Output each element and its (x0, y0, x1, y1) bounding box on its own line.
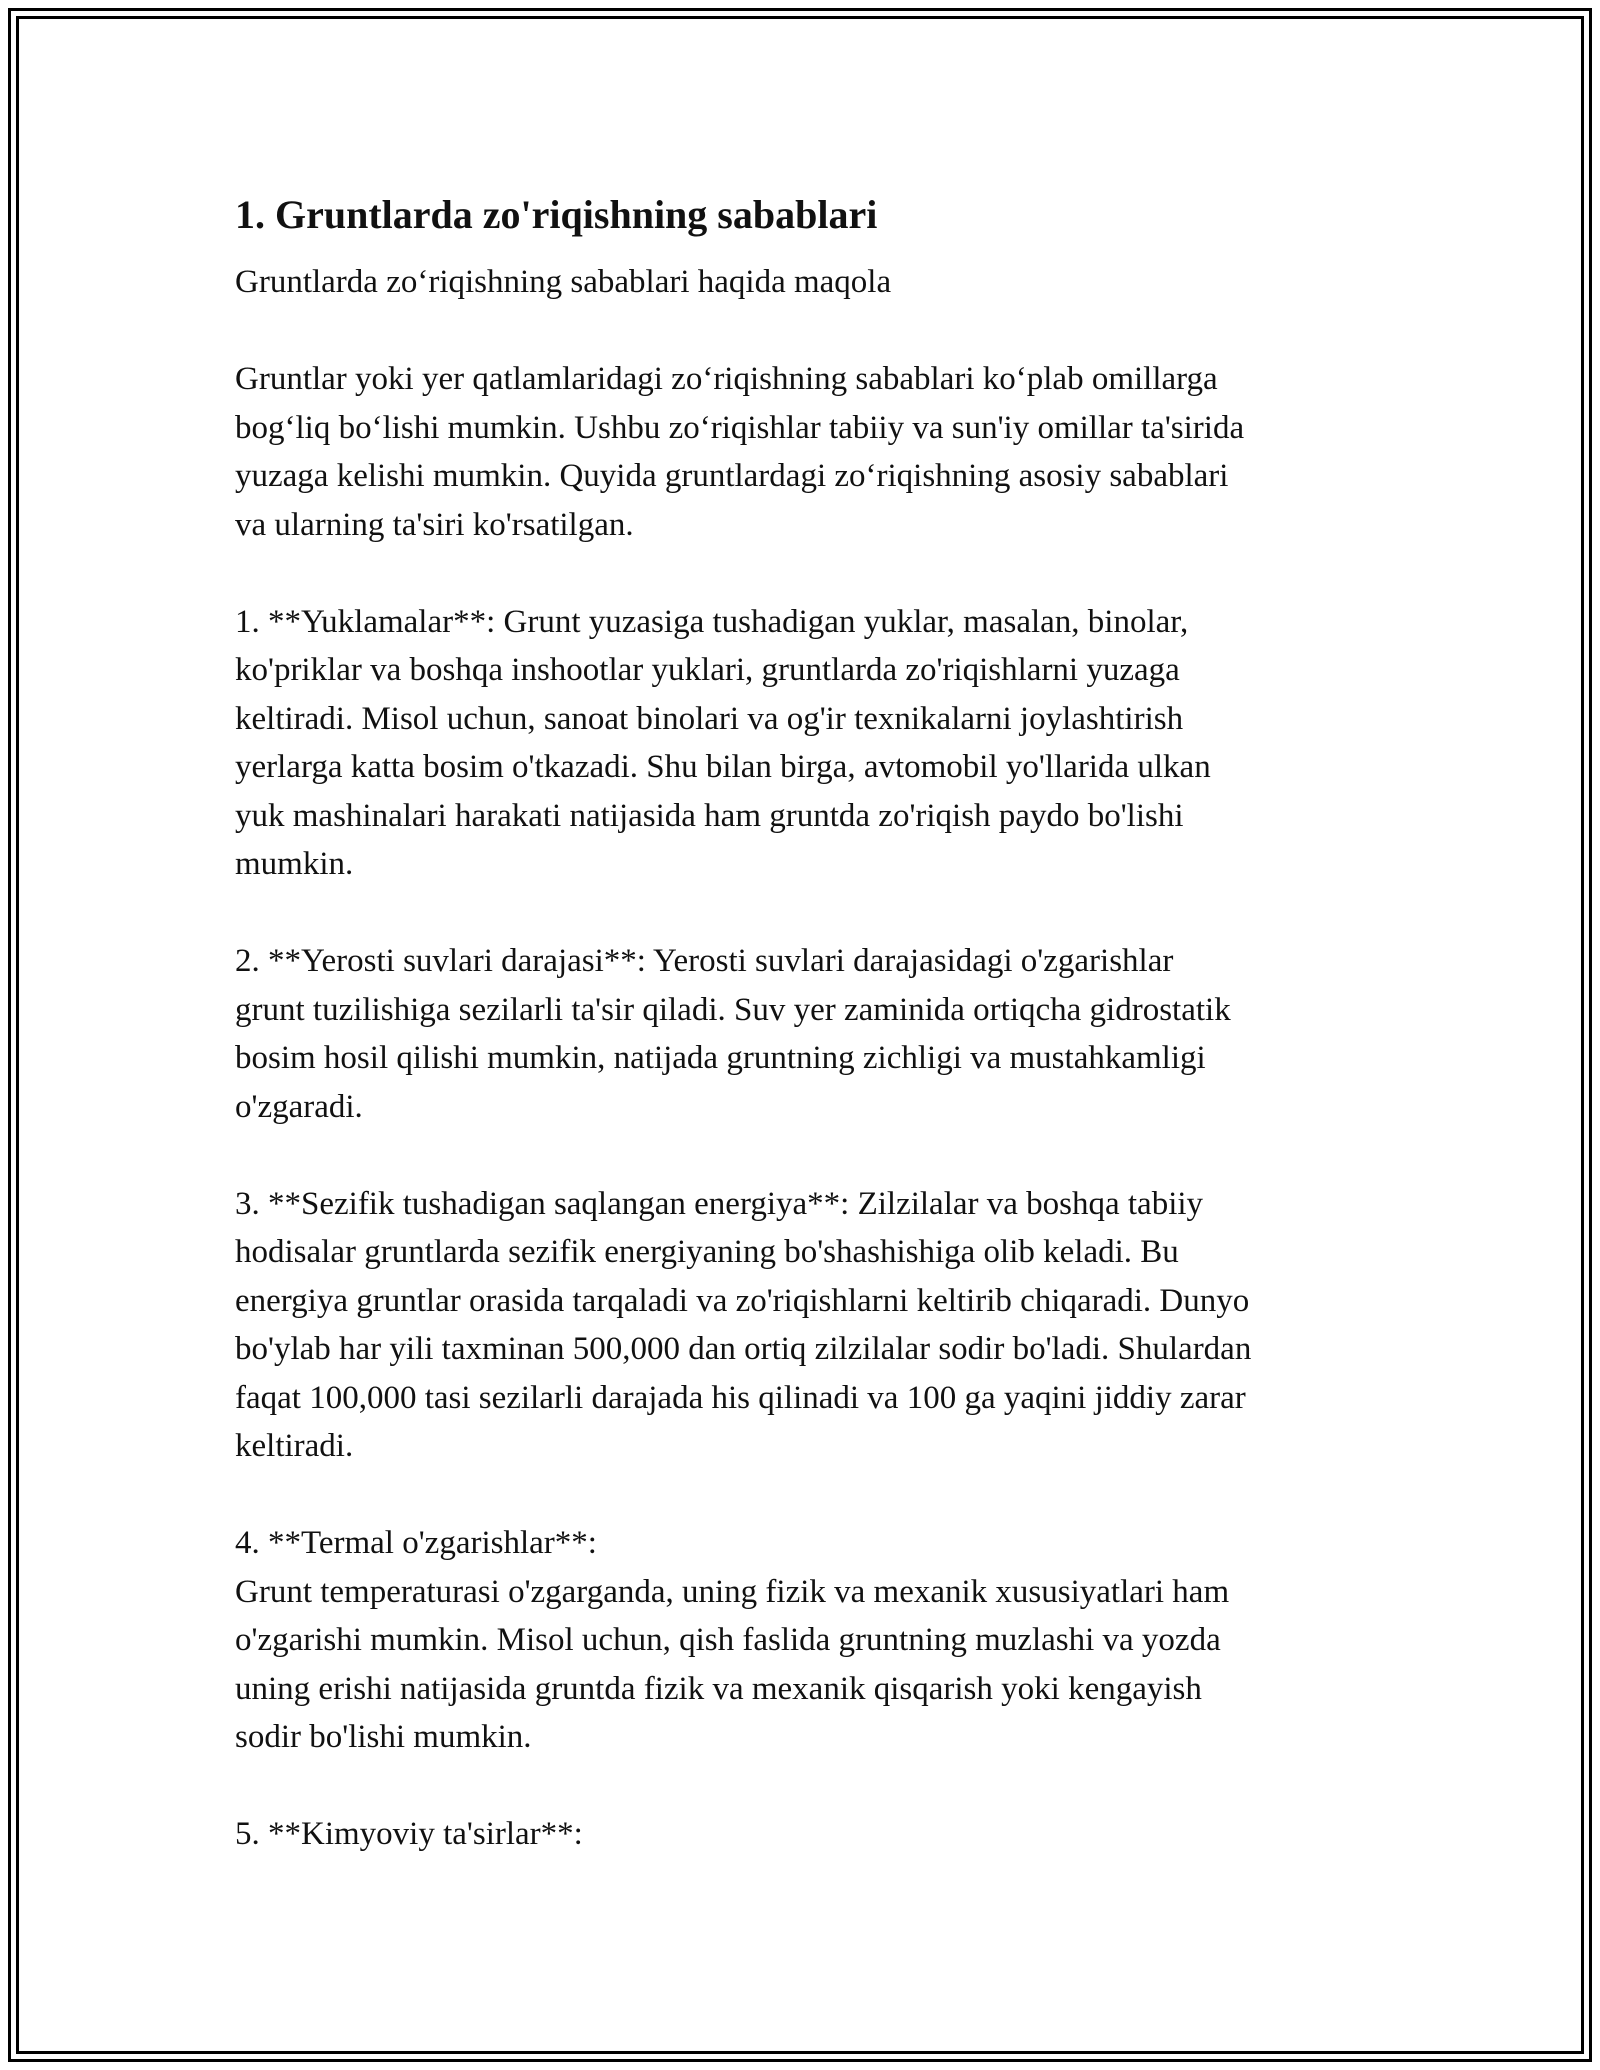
text-line: grunt tuzilishiga sezilarli ta'sir qiladi. Suv yer zaminida ortiqcha gidrostatik (235, 991, 1231, 1028)
text-line: bosim hosil qilishi mumkin, natijada gruntning zichligi va mustahkamligi (235, 1040, 1206, 1076)
text-line: 4. **Termal o'zgarishlar**: (235, 1525, 597, 1561)
text-line: bo'ylab har yili taxminan 500,000 dan ortiq zilzilalar sodir bo'ladi. Shulardan (235, 1331, 1252, 1367)
text-line: o'zgarishi mumkin. Misol uchun, qish faslida gruntning muzlashi va yozda (235, 1622, 1221, 1658)
text-line: sodir bo'lishi mumkin. (235, 1719, 532, 1755)
text-line: va ularning ta'siri ko'rsatilgan. (235, 506, 634, 543)
text-line: keltiradi. Misol uchun, sanoat binolari va og'ir texnikalarni joylashtirish (235, 700, 1184, 737)
text-line: 3. **Sezifik tushadigan saqlangan energiya**: Zilzilalar va boshqa tabiiy (235, 1185, 1204, 1222)
item-2-paragraph (235, 937, 1385, 1131)
item-3-paragraph (235, 1180, 1385, 1471)
item-5-paragraph (235, 1810, 1385, 1859)
text-line: keltiradi. (235, 1428, 354, 1464)
intro-paragraph (235, 355, 1385, 549)
text-line: Gruntlar yoki yer qatlamlaridagi zo‘riqishning sabablari ko‘plab omillarga (235, 361, 1218, 397)
text-line: yuk mashinalari harakati natijasida ham gruntda zo'riqish paydo bo'lishi (235, 797, 1184, 834)
text-line: ko'priklar va boshqa inshootlar yuklari, gruntlarda zo'riqishlarni yuzaga (235, 652, 1180, 688)
text-line: 2. **Yerosti suvlari darajasi**: Yerosti suvlari darajasidagi o'zgarishlar (235, 943, 1174, 979)
text-line: mumkin. (235, 846, 354, 882)
text-line: Grunt temperaturasi o'zgarganda, uning fizik va mexanik xususiyatlari ham (235, 1573, 1230, 1610)
text-line: yerlarga katta bosim o'tkazadi. Shu bilan birga, avtomobil yo'llarida ulkan (235, 749, 1211, 785)
text-line: energiya gruntlar orasida tarqaladi va zo'riqishlarni keltirib chiqaradi. Dunyo (235, 1282, 1250, 1319)
item-4-paragraph (235, 1519, 1385, 1762)
text-line: 1. **Yuklamalar**: Grunt yuzasiga tushadigan yuklar, masalan, binolar, (235, 603, 1189, 640)
document-title: 1. Gruntlarda zo'riqishning sabablari (235, 192, 878, 237)
text-line: bog‘liq bo‘lishi mumkin. Ushbu zo‘riqishlar tabiiy va sun'iy omillar ta'sirida (235, 409, 1245, 446)
document-body (235, 186, 1385, 1859)
text-line: 5. **Kimyoviy ta'sirlar**: (235, 1816, 583, 1852)
document-subtitle: Gruntlarda zo‘riqishning sabablari haqida maqola (235, 264, 892, 300)
text-line: uning erishi natijasida gruntda fizik va mexanik qisqarish yoki kengayish (235, 1670, 1202, 1707)
item-1-paragraph (235, 598, 1385, 889)
text-line: faqat 100,000 tasi sezilarli darajada his qilinadi va 100 ga yaqini jiddiy zarar (235, 1379, 1246, 1416)
text-line: hodisalar gruntlarda sezifik energiyaning bo'shashishiga olib keladi. Bu (235, 1234, 1179, 1270)
text-line: o'zgaradi. (235, 1088, 363, 1125)
text-line: yuzaga kelishi mumkin. Quyida gruntlardagi zo‘riqishning asosiy sabablari (235, 458, 1229, 494)
